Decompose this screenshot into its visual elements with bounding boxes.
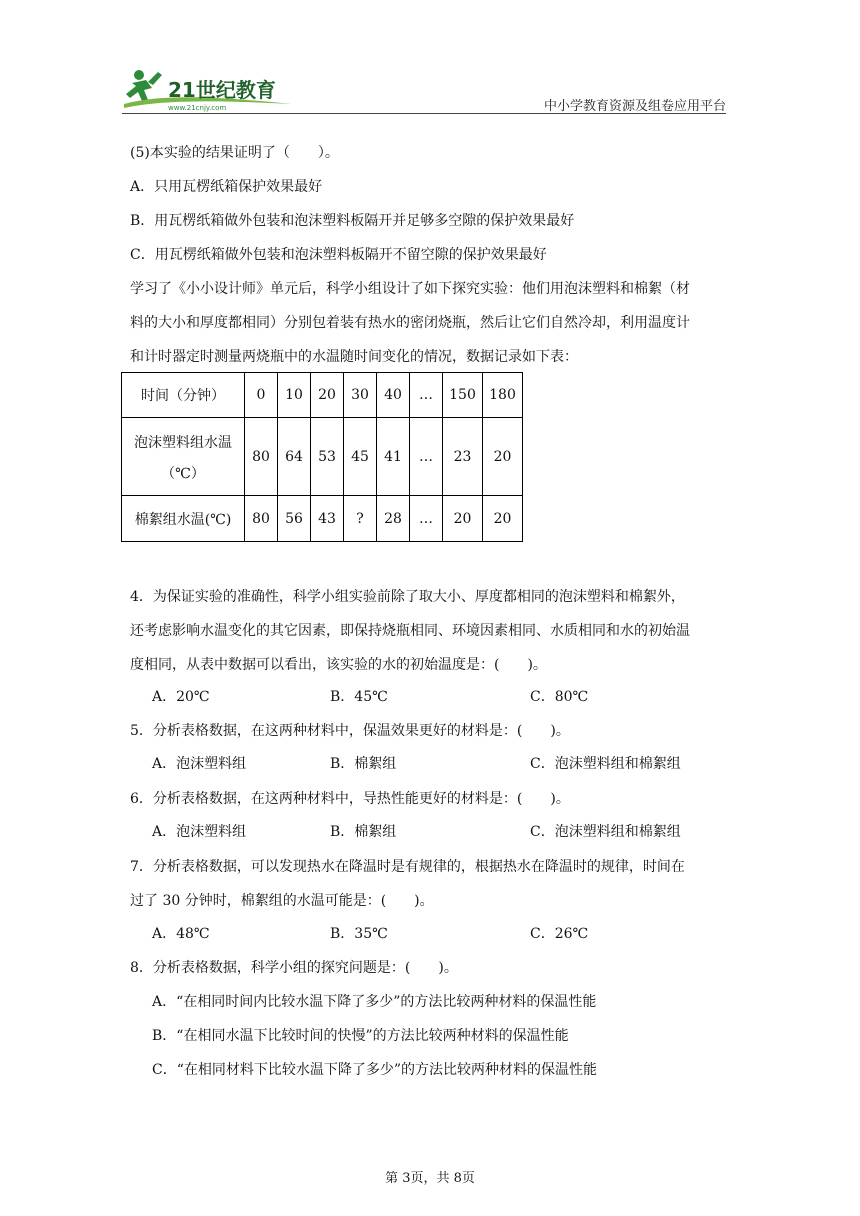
table-row-cotton bbox=[122, 496, 523, 542]
table-cell: 56 bbox=[278, 496, 311, 542]
table-cell: 30 bbox=[344, 373, 377, 418]
table-cell: 41 bbox=[377, 418, 410, 496]
table-row-time bbox=[122, 373, 523, 418]
q7-option-b: B．35℃ bbox=[330, 926, 388, 942]
foam-label-line-1: 泡沫塑料组水温 bbox=[134, 434, 232, 451]
logo-url: www.21cnjy.com bbox=[168, 104, 227, 112]
table-cell: 53 bbox=[311, 418, 344, 496]
q5b-option-a: A．泡沫塑料组 bbox=[152, 756, 247, 772]
q7-option-a: A．48℃ bbox=[152, 926, 210, 942]
q8-stem: 8．分析表格数据，科学小组的探究问题是：( )。 bbox=[130, 960, 458, 976]
q5b-option-b: B．棉絮组 bbox=[330, 756, 397, 772]
table-cell: 10 bbox=[278, 373, 311, 418]
intro-line-1: 学习了《小小设计师》单元后，科学小组设计了如下探究实验：他们用泡沫塑料和棉絮（材 bbox=[130, 281, 690, 297]
table-cell: … bbox=[410, 496, 443, 542]
table-cell: 64 bbox=[278, 418, 311, 496]
q7-option-c: C．26℃ bbox=[530, 926, 589, 942]
q6-option-a: A．泡沫塑料组 bbox=[152, 824, 247, 840]
table-cell: 20 bbox=[311, 373, 344, 418]
table-cell: 45 bbox=[344, 418, 377, 496]
q4-line-2: 还考虑影响水温变化的其它因素，即保持烧瓶相同、环境因素相同、水质相同和水的初始温 bbox=[130, 623, 690, 639]
q4-option-c: C．80℃ bbox=[530, 689, 589, 705]
q5-stem: (5)本实验的结果证明了（ ）。 bbox=[130, 145, 339, 161]
table-cell: 28 bbox=[377, 496, 410, 542]
table-header-cell bbox=[122, 418, 245, 496]
q7-line-2: 过了 30 分钟时，棉絮组的水温可能是：( )。 bbox=[130, 893, 434, 909]
table-cell: 80 bbox=[245, 496, 278, 542]
q5-option-b: B．用瓦楞纸箱做外包装和泡沫塑料板隔开并足够多空隙的保护效果最好 bbox=[130, 213, 575, 229]
data-table bbox=[121, 372, 523, 542]
header-divider bbox=[122, 113, 726, 114]
page-header bbox=[122, 66, 726, 114]
table-row-foam bbox=[122, 418, 523, 496]
table-cell: 23 bbox=[443, 418, 483, 496]
table-cell: 180 bbox=[483, 373, 523, 418]
table-cell: 20 bbox=[483, 418, 523, 496]
table-cell: 150 bbox=[443, 373, 483, 418]
q8-option-a: A．“在相同时间内比较水温下降了多少”的方法比较两种材料的保温性能 bbox=[152, 994, 597, 1010]
table-cell: 40 bbox=[377, 373, 410, 418]
table-cell: … bbox=[410, 418, 443, 496]
q4-line-3: 度相同，从表中数据可以看出，该实验的水的初始温度是：( )。 bbox=[130, 657, 547, 673]
q8-option-c: C．“在相同材料下比较水温下降了多少”的方法比较两种材料的保温性能 bbox=[152, 1062, 598, 1078]
q7-line-1: 7．分析表格数据，可以发现热水在降温时是有规律的，根据热水在降温时的规律，时间在 bbox=[130, 859, 685, 875]
table-cell: 43 bbox=[311, 496, 344, 542]
intro-line-2: 料的大小和厚度都相同）分别包着装有热水的密闭烧瓶，然后让它们自然冷却，利用温度计 bbox=[130, 315, 690, 331]
table-cell: ? bbox=[344, 496, 377, 542]
q4-option-b: B．45℃ bbox=[330, 689, 388, 705]
q5-option-a: A．只用瓦楞纸箱保护效果最好 bbox=[130, 179, 323, 195]
logo bbox=[122, 66, 297, 112]
q5b-stem: 5．分析表格数据，在这两种材料中，保温效果更好的材料是：( )。 bbox=[130, 723, 570, 739]
q5b-option-c: C．泡沫塑料组和棉絮组 bbox=[530, 756, 681, 772]
q5-option-c: C．用瓦楞纸箱做外包装和泡沫塑料板隔开不留空隙的保护效果最好 bbox=[130, 247, 547, 263]
q4-line-1: 4．为保证实验的准确性，科学小组实验前除了取大小、厚度都相同的泡沫塑料和棉絮外， bbox=[130, 589, 685, 605]
table-header-cell: 棉絮组水温(℃) bbox=[122, 496, 245, 542]
logo-text: 21世纪教育 bbox=[168, 78, 276, 102]
intro-line-3: 和计时器定时测量两烧瓶中的水温随时间变化的情况，数据记录如下表： bbox=[130, 349, 578, 365]
table-cell: … bbox=[410, 373, 443, 418]
foam-label-line-2: （℃） bbox=[161, 465, 205, 482]
table-cell: 20 bbox=[443, 496, 483, 542]
platform-name: 中小学教育资源及组卷应用平台 bbox=[543, 99, 726, 114]
q4-option-a: A．20℃ bbox=[152, 689, 210, 705]
page-number: 第 3页，共 8页 bbox=[385, 1171, 475, 1186]
table-cell: 80 bbox=[245, 418, 278, 496]
table-header-cell: 时间（分钟） bbox=[122, 373, 245, 418]
q6-option-b: B．棉絮组 bbox=[330, 824, 397, 840]
q6-option-c: C．泡沫塑料组和棉絮组 bbox=[530, 824, 681, 840]
q6-stem: 6．分析表格数据，在这两种材料中，导热性能更好的材料是：( )。 bbox=[130, 791, 570, 807]
table-cell: 0 bbox=[245, 373, 278, 418]
table-cell: 20 bbox=[483, 496, 523, 542]
q8-option-b: B．“在相同水温下比较时间的快慢”的方法比较两种材料的保温性能 bbox=[152, 1028, 569, 1044]
